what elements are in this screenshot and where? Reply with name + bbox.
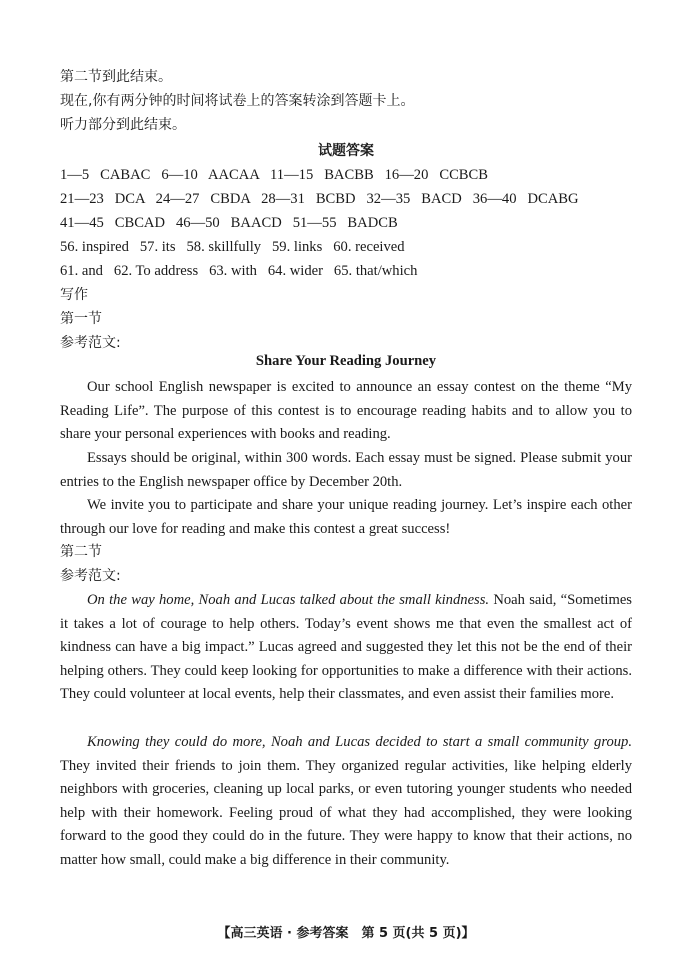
intro-line-3: 听力部分到此结束。 (60, 117, 186, 133)
essay-paragraph-2 (60, 447, 632, 494)
answer-line-1: 1—5 CABAC 6—10 AACAA 11—15 BACBB 16—20 CCBCB (60, 167, 489, 183)
answer-line-4: 56. inspired 57. its 58. skillfully 59. links 60. received (60, 239, 405, 255)
essay-title: Share Your Reading Journey (255, 353, 437, 369)
answers-title: 试题答案 (318, 143, 374, 159)
story-paragraph-1 (60, 589, 632, 707)
section-writing: 写作 (60, 287, 88, 303)
answer-line-3: 41—45 CBCAD 46—50 BAACD 51—55 BADCB (60, 215, 398, 231)
essay-paragraph-1 (60, 376, 632, 447)
intro-line-1: 第二节到此结束。 (60, 69, 172, 85)
story-paragraph-2-lead: Knowing they could do more, Noah and Lucas decided to start a small community group. (87, 734, 632, 750)
essay-paragraph-3 (60, 494, 632, 541)
sample-label-2: 参考范文: (60, 568, 121, 584)
intro-line-2: 现在,你有两分钟的时间将试卷上的答案转涂到答题卡上。 (60, 93, 415, 109)
answer-line-5: 61. and 62. To address 63. with 64. wider 65. that/which (60, 263, 418, 279)
answer-line-2: 21—23 DCA 24—27 CBDA 28—31 BCBD 32—35 BACD 36—40 DCABG (60, 191, 579, 207)
story-paragraph-2-text: They invited their friends to join them. They organized regular activities, like helping elderly neighbors with groceries, cleaning up local parks, or even tutoring younger students who needed help with their homework. Feeling proud of what they had accomplished, they were looking forward to the good they could do in the future. They were happy to know that their actions, no matter how small, could make a big difference in their community. (60, 757, 632, 868)
section-two-heading: 第二节 (60, 544, 102, 560)
essay-paragraph-3-text: We invite you to participate and share your unique reading journey. Let’s inspire each other through our love for reading and make this contest a great success! (60, 497, 632, 537)
section-one-heading: 第一节 (60, 311, 102, 327)
story-paragraph-1-text: Noah said, “Sometimes it takes a lot of courage to help others. Today’s event shows me that even the smallest act of kindness can have a big impact.” Lucas agreed and suggested they let this not be the end of their helping others. They could keep looking for opportunities to make a difference with their actions. They could volunteer at local events, help their classmates, and even assist their families more. (60, 592, 632, 703)
essay-paragraph-1-text: Our school English newspaper is excited to announce an essay contest on the theme “My Reading Life”. The purpose of this contest is to encourage reading habits and to allow you to share your personal experiences with books and reading. (60, 379, 632, 443)
sample-label-1: 参考范文: (60, 335, 121, 351)
essay-paragraph-2-text: Essays should be original, within 300 words. Each essay must be signed. Please submit your entries to the English newspaper office by December 20th. (60, 450, 632, 490)
page-footer: 【高三英语 · 参考答案 第 5 页(共 5 页)】 (217, 926, 475, 941)
story-paragraph-2 (60, 731, 632, 873)
story-paragraph-1-lead: On the way home, Noah and Lucas talked about the small kindness. (87, 592, 490, 608)
